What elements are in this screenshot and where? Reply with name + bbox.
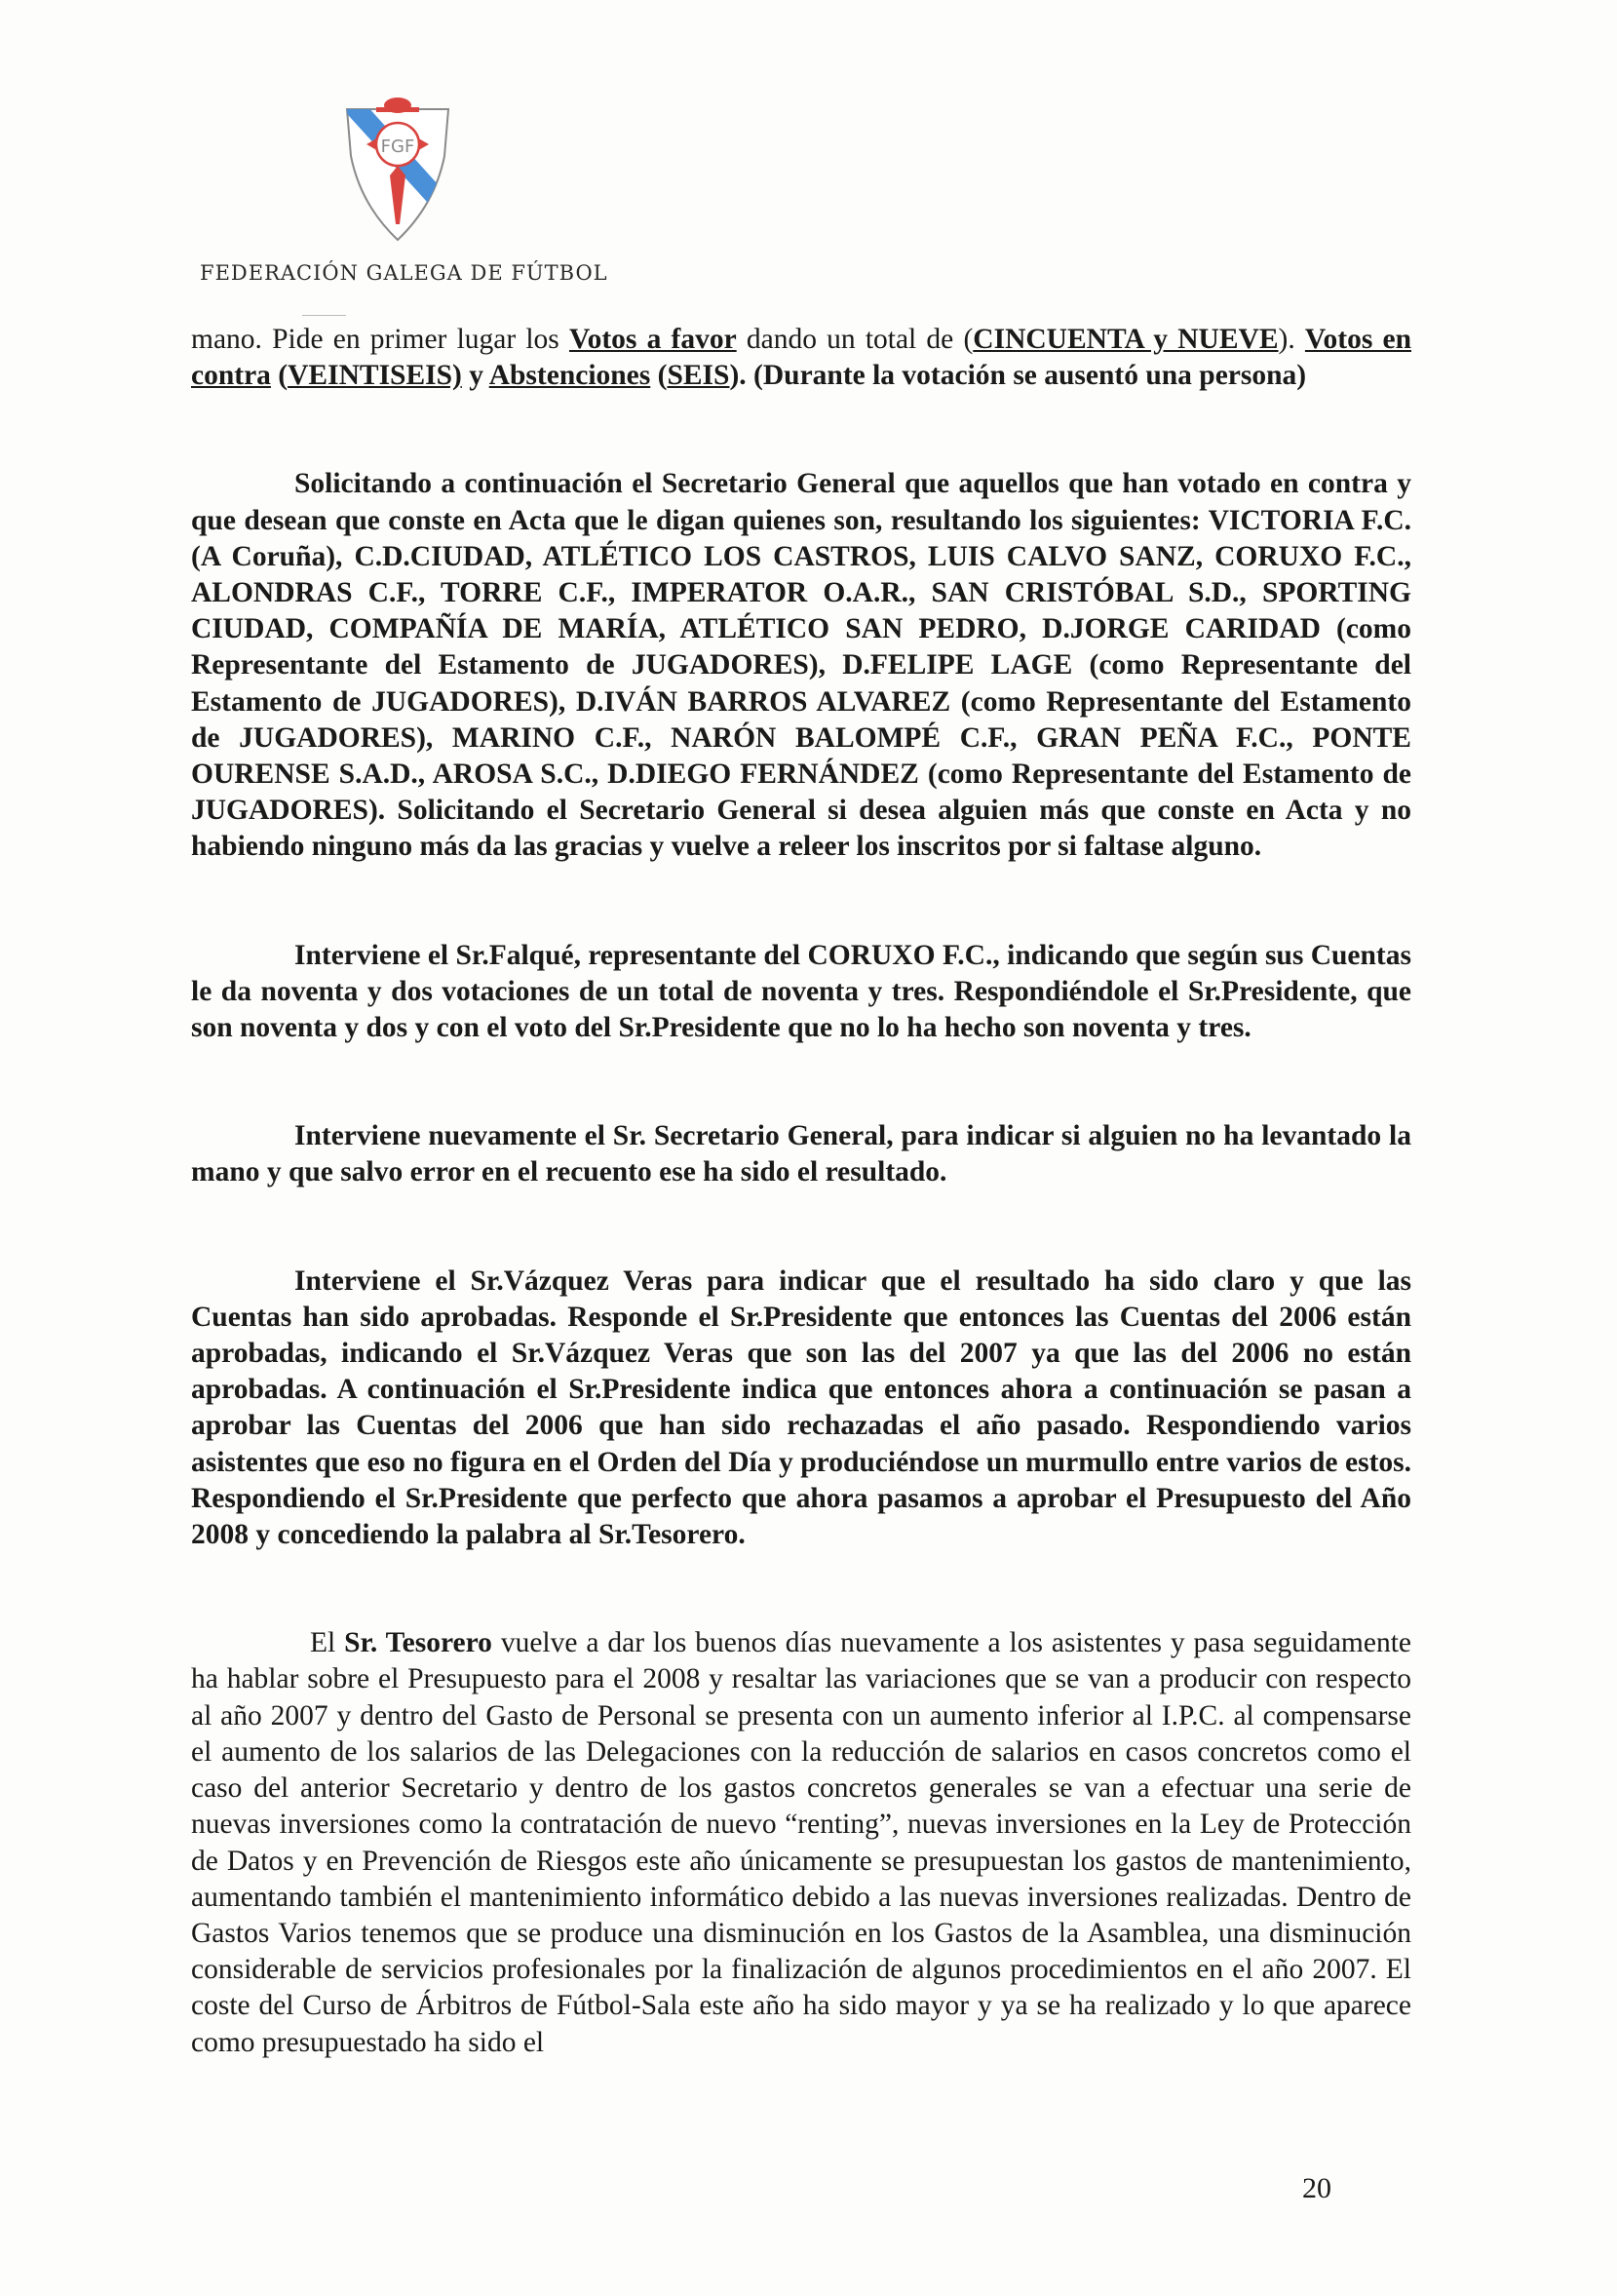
fgf-shield-logo-icon (339, 97, 456, 244)
text: ). (729, 360, 754, 392)
paragraph-against-list: Solicitando a continuación el Secretario General que aquellos que han votado en contra y que desean que conste en Acta que le digan quienes son, resultando los siguientes: VICTORIA F.C. (A Coruña), C.D.CIUDAD, ATLÉTICO LOS CASTROS, LUIS CALVO SANZ, CORUXO F.C., ALONDRAS C.F., TORRE C.F., IMPERATOR O.A.R., SAN CRISTÓBAL S.D., SPORTING CIUDAD, COMPAÑÍA DE MARÍA, ATLÉTICO SAN PEDRO, D.JORGE CARIDAD (como Representante del Estamento de JUGADORES), D.FELIPE LAGE (como Representante del Estamento de JUGADORES), D.IVÁN BARROS ALVAREZ (como Representante del Estamento de JUGADORES), MARINO C.F., NARÓN BALOMPÉ C.F., GRAN PEÑA F.C., PONTE OURENSE S.A.D., AROSA S.C., D.DIEGO FERNÁNDEZ (como Representante del Estamento de JUGADORES). Solicitando el Secretario General si desea alguien más que conste en Acta y no habiendo ninguno más da las gracias y vuelve a releer los inscritos por si faltase alguno. (191, 468, 1411, 863)
vote-note: (Durante la votación se ausentó una persona) (753, 360, 1307, 392)
paragraph-falque: Interviene el Sr.Falqué, representante del CORUXO F.C., indicando que según sus Cuentas le da noventa y dos votaciones de un total de noventa y tres. Respondiéndole el Sr.Presidente, que son noventa y dos y con el voto del Sr.Presidente que no lo ha hecho son noventa y tres. (191, 939, 1411, 1044)
treasurer-label: Sr. Tesorero (344, 1627, 492, 1659)
text: ( (650, 360, 668, 392)
header-rule (302, 315, 346, 316)
text: ( (270, 360, 289, 392)
text: mano. Pide en primer lugar los (191, 324, 569, 355)
paragraph-vote-result (191, 322, 1411, 394)
text: El (310, 1627, 345, 1659)
votes-for-count: CINCUENTA y NUEVE (973, 324, 1279, 355)
paragraph-treasurer (191, 1625, 1411, 2060)
logo-initials: FGF (380, 136, 415, 157)
organization-name: FEDERACIÓN GALEGA DE FÚTBOL (200, 261, 608, 285)
text: ). (1278, 324, 1305, 355)
votes-against-label: Votos en contra (191, 324, 1411, 392)
text: vuelve a dar los buenos días nuevamente a los asistentes y pasa seguidamente ha hablar sobre el Presupuesto para el 2008 y resaltar las variaciones que se van a producir con respecto al año 2007 y dentro del Gasto de Personal se presenta con un aumento inferior al I.P.C. al compensarse el aumento de los salarios de las Delegaciones con la reducción de salarios en casos concretos como el caso del anterior Secretario y dentro de los gastos concretos generales se van a efectuar una serie de nuevas inversiones como la contratación de nuevo “renting”, nuevas inversiones en la Ley de Protección de Datos y en Prevención de Riesgos este año únicamente se presupuestan los gastos de mantenimiento, aumentando también el mantenimiento informático debido a las nuevas inversiones realizadas. Dentro de Gastos Varios tenemos que se produce una disminución en los Gastos de la Asamblea, una disminución considerable de servicios profesionales por la finalización de algunos procedimientos en el año 2007. El coste del Curso de Árbitros de Fútbol-Sala este año ha sido mayor y ya se ha realizado y lo que aparece como presupuestado ha sido el (191, 1627, 1412, 2058)
paragraph-secretary: Interviene nuevamente el Sr. Secretario General, para indicar si alguien no ha levantado la mano y que salvo error en el recuento ese ha sido el resultado. (191, 1120, 1411, 1188)
text: y (461, 360, 489, 392)
paragraph-vazquez-veras: Interviene el Sr.Vázquez Veras para indicar que el resultado ha sido claro y que las Cuentas han sido aprobadas. Responde el Sr.Presidente que entonces las Cuentas del 2006 están aprobadas, indicando el Sr.Vázquez Veras que son las del 2007 ya que las del 2006 no están aprobadas. A continuación el Sr.Presidente indica que entonces ahora a continuación se pasan a aprobar las Cuentas del 2006 que han sido rechazadas el año pasado. Respondiendo varios asistentes que eso no figura en el Orden del Día y produciéndose un murmullo entre varios de estos. Respondiendo el Sr.Presidente que perfecto que ahora pasamos a aprobar el Presupuesto del Año 2008 y concediendo la palabra al Sr.Tesorero. (191, 1265, 1411, 1551)
abstentions-count: SEIS (667, 360, 730, 392)
votes-against-count: VEINTISEIS) (288, 360, 462, 392)
votes-for-label: Votos a favor (568, 324, 737, 355)
abstentions-label: Abstenciones (488, 360, 651, 392)
document-body (191, 322, 1411, 2061)
page-number: 20 (1302, 2172, 1331, 2204)
text: dando un total de ( (736, 324, 974, 355)
